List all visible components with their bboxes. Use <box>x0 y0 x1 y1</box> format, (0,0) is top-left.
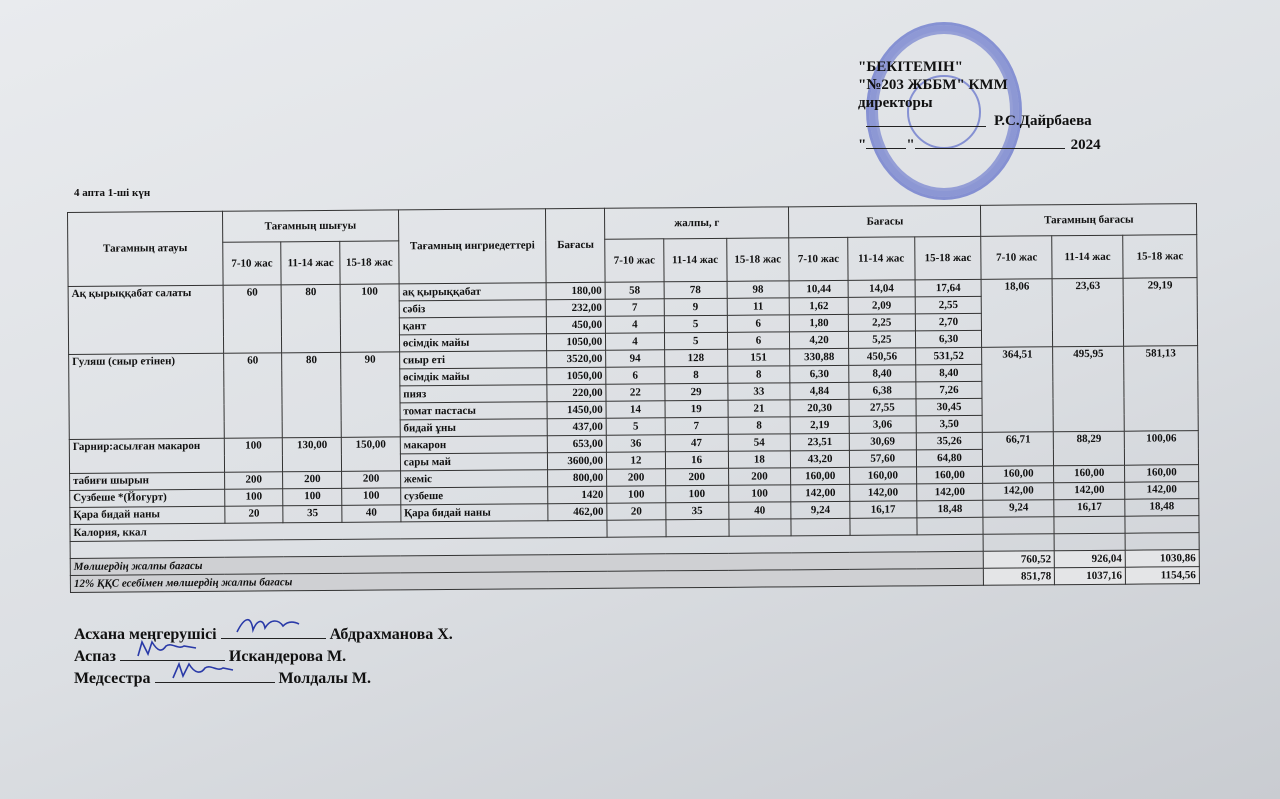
ingredient-name-cell: өсімдік майы <box>400 368 548 386</box>
menu-body <box>68 278 1199 593</box>
empty-cell <box>1054 533 1125 551</box>
ingredient-cost-cell: 6,38 <box>849 382 916 400</box>
total-value: 1037,16 <box>1055 567 1126 585</box>
dish-output-cell: 100 <box>342 488 401 505</box>
dish-cost-cell: 160,00 <box>983 466 1054 484</box>
ingredient-cost-cell: 35,26 <box>916 432 983 450</box>
ingredient-name-cell: сузбеше <box>400 487 548 505</box>
ingredient-cost-cell: 30,69 <box>849 433 916 451</box>
handwritten-signature-icon <box>233 614 303 638</box>
ingredient-gram-cell: 200 <box>607 469 666 486</box>
approval-block <box>858 58 1158 154</box>
handwritten-signature-icon <box>132 636 202 660</box>
ingredient-cost-cell: 142,00 <box>916 483 983 501</box>
dish-output-cell: 200 <box>224 472 283 489</box>
dish-output-cell: 100 <box>283 488 342 505</box>
signature-name: Искандерова М. <box>228 648 347 665</box>
week-day-label: 4 апта 1-ші күн <box>74 187 151 199</box>
ingredient-gram-cell: 200 <box>665 468 728 485</box>
ingredient-gram-cell: 35 <box>666 502 729 519</box>
dish-output-cell: 100 <box>224 438 283 472</box>
ingredient-cost-cell: 18,48 <box>916 500 983 518</box>
header-dish-cost: Тағамның бағасы <box>981 204 1197 237</box>
ingredient-price-cell: 3520,00 <box>547 350 606 367</box>
ingredient-gram-cell: 5 <box>664 332 727 349</box>
ingredient-cost-cell: 2,55 <box>915 296 982 314</box>
ingredient-gram-cell: 94 <box>606 350 665 367</box>
empty-cell <box>850 518 917 536</box>
ingredient-cost-cell: 1,62 <box>789 297 848 314</box>
empty-cell <box>607 520 666 537</box>
ingredient-name-cell: ақ қырыққабат <box>399 283 547 301</box>
dish-output-cell: 130,00 <box>283 437 342 471</box>
ingredient-cost-cell: 2,09 <box>848 297 915 315</box>
header-ingredients: Тағамның ингриедеттері <box>398 209 546 284</box>
ingredient-gram-cell: 22 <box>606 384 665 401</box>
menu-table <box>67 203 1200 593</box>
ingredient-price-cell: 1050,00 <box>547 367 606 384</box>
ingredient-cost-cell: 142,00 <box>850 484 917 502</box>
empty-cell <box>728 519 791 536</box>
dish-cost-cell: 29,19 <box>1123 278 1197 347</box>
signature-role: Аспаз <box>74 648 116 665</box>
dish-output-cell: 100 <box>224 489 283 506</box>
date-quote: " <box>858 137 867 153</box>
dish-cost-cell: 100,06 <box>1124 431 1198 466</box>
ingredient-cost-cell: 160,00 <box>849 467 916 485</box>
signature-row-cook <box>74 646 453 668</box>
ingredient-cost-cell: 7,26 <box>916 381 983 399</box>
header-output-age1: 7-10 жас <box>223 242 282 285</box>
ingredient-name-cell: қант <box>399 317 547 335</box>
ingredient-cost-cell: 64,80 <box>916 449 983 467</box>
approval-position: директоры <box>858 95 933 111</box>
ingredient-cost-cell: 30,45 <box>916 398 983 416</box>
ingredient-cost-cell: 23,51 <box>791 433 850 450</box>
header-price: Бағасы <box>546 208 605 282</box>
ingredient-gram-cell: 5 <box>664 315 727 332</box>
ingredient-name-cell: томат пастасы <box>400 402 548 420</box>
ingredient-cost-cell: 6,30 <box>790 365 849 382</box>
ingredient-price-cell: 1050,00 <box>547 333 606 350</box>
ingredient-cost-cell: 3,50 <box>916 415 983 433</box>
ingredient-cost-cell: 43,20 <box>791 450 850 467</box>
ingredient-gram-cell: 5 <box>606 418 665 435</box>
ingredient-price-cell: 3600,00 <box>548 452 607 469</box>
ingredient-price-cell: 800,00 <box>548 469 607 486</box>
ingredient-gram-cell: 16 <box>665 451 728 468</box>
ingredient-cost-cell: 531,52 <box>915 347 982 365</box>
total-label: 12% ҚҚС есебімен мөлшердің жалпы бағасы <box>70 568 984 592</box>
header-total-g-age1: 7-10 жас <box>605 239 664 282</box>
ingredient-name-cell: өсімдік майы <box>399 334 547 352</box>
ingredient-cost-cell: 1,80 <box>790 314 849 331</box>
empty-cell <box>984 534 1055 552</box>
ingredient-cost-cell: 14,04 <box>848 280 915 298</box>
ingredient-gram-cell: 4 <box>605 316 664 333</box>
date-month-blank <box>915 134 1065 149</box>
dish-cost-cell: 66,71 <box>983 432 1054 467</box>
ingredient-gram-cell: 9 <box>664 298 727 315</box>
ingredient-cost-cell: 2,19 <box>790 416 849 433</box>
header-total-g: жалпы, г <box>605 207 789 239</box>
approval-date <box>858 134 1158 154</box>
ingredient-gram-cell: 98 <box>727 281 790 298</box>
ingredient-name-cell: Қара бидай наны <box>401 504 549 522</box>
header-dish: Тағамның атауы <box>68 211 223 286</box>
header-output-age2: 11-14 жас <box>281 241 340 284</box>
dish-cost-cell: 18,48 <box>1125 499 1199 517</box>
dish-cost-cell: 160,00 <box>1125 465 1199 483</box>
header-output-age3: 15-18 жас <box>340 241 399 284</box>
total-value: 926,04 <box>1054 550 1125 568</box>
ingredient-gram-cell: 58 <box>605 282 664 299</box>
header-dish-cost-age2: 11-14 жас <box>1052 235 1123 279</box>
dish-name-cell: Ақ қырыққабат салаты <box>68 285 223 354</box>
dish-cost-cell: 23,63 <box>1052 278 1123 347</box>
ingredient-name-cell: пияз <box>400 385 548 403</box>
dish-name-cell: Гарнир:асылған макарон <box>69 438 224 473</box>
date-quote-close: " <box>906 137 915 153</box>
ingredient-price-cell: 653,00 <box>548 435 607 452</box>
empty-cell <box>666 519 729 536</box>
dish-output-cell: 100 <box>340 284 399 352</box>
ingredient-gram-cell: 18 <box>728 451 791 468</box>
ingredient-cost-cell: 330,88 <box>790 348 849 365</box>
total-label: Мөлшердің жалпы бағасы <box>70 551 984 575</box>
header-cost-age1: 7-10 жас <box>789 237 848 280</box>
ingredient-cost-cell: 57,60 <box>849 450 916 468</box>
director-name: Р.С.Дайрбаева <box>994 113 1092 129</box>
ingredient-gram-cell: 11 <box>727 298 790 315</box>
dish-cost-cell: 16,17 <box>1054 499 1125 517</box>
ingredient-name-cell: сиыр еті <box>399 351 547 369</box>
empty-cell <box>1054 516 1125 534</box>
signature-blank <box>155 668 275 683</box>
ingredient-gram-cell: 151 <box>727 349 790 366</box>
director-signature-blank <box>866 112 986 127</box>
ingredient-cost-cell: 10,44 <box>789 280 848 297</box>
date-day-blank <box>866 134 906 149</box>
dish-output-cell: 150,00 <box>341 437 400 471</box>
ingredient-cost-cell: 160,00 <box>916 466 983 484</box>
date-year: 2024 <box>1070 137 1101 153</box>
ingredient-gram-cell: 12 <box>607 452 666 469</box>
ingredient-gram-cell: 8 <box>727 366 790 383</box>
dish-output-cell: 20 <box>225 506 284 523</box>
ingredient-cost-cell: 5,25 <box>848 331 915 349</box>
empty-cell <box>791 518 850 535</box>
dish-cost-cell: 581,13 <box>1124 346 1199 432</box>
total-value: 1154,56 <box>1125 567 1199 585</box>
calorie-label: Калория, ккал <box>70 520 607 541</box>
signature-name: Молдалы М. <box>278 670 371 687</box>
ingredient-gram-cell: 19 <box>665 400 728 417</box>
ingredient-cost-cell: 4,84 <box>790 382 849 399</box>
ingredient-price-cell: 437,00 <box>548 418 607 435</box>
ingredient-cost-cell: 3,06 <box>849 416 916 434</box>
dish-cost-cell: 364,51 <box>982 347 1053 433</box>
ingredient-cost-cell: 4,20 <box>790 331 849 348</box>
total-value: 1030,86 <box>1125 550 1199 568</box>
ingredient-gram-cell: 6 <box>727 315 790 332</box>
empty-cell <box>917 517 984 535</box>
ingredient-gram-cell: 47 <box>665 434 728 451</box>
ingredient-cost-cell: 2,70 <box>915 313 982 331</box>
dish-name-cell: Гуляш (сиыр етінен) <box>69 353 224 439</box>
ingredient-gram-cell: 36 <box>606 435 665 452</box>
dish-name-cell: табиғи шырын <box>70 472 225 490</box>
ingredient-gram-cell: 7 <box>605 299 664 316</box>
dish-cost-cell: 495,95 <box>1053 346 1124 432</box>
dish-cost-cell: 142,00 <box>1054 482 1125 500</box>
ingredient-gram-cell: 14 <box>606 401 665 418</box>
ingredient-gram-cell: 20 <box>607 503 666 520</box>
empty-cell <box>983 517 1054 535</box>
ingredient-name-cell: жеміс <box>400 470 548 488</box>
ingredient-price-cell: 180,00 <box>547 282 606 299</box>
ingredient-cost-cell: 8,40 <box>915 364 982 382</box>
ingredient-name-cell: макарон <box>400 436 548 454</box>
ingredient-price-cell: 220,00 <box>547 384 606 401</box>
ingredient-gram-cell: 6 <box>606 367 665 384</box>
total-value: 760,52 <box>984 551 1055 569</box>
ingredient-gram-cell: 100 <box>728 485 791 502</box>
dish-cost-cell: 9,24 <box>983 500 1054 518</box>
header-cost-age3: 15-18 жас <box>914 236 981 280</box>
ingredient-cost-cell: 450,56 <box>849 348 916 366</box>
ingredient-cost-cell: 20,30 <box>790 399 849 416</box>
ingredient-cost-cell: 2,25 <box>848 314 915 332</box>
ingredient-gram-cell: 54 <box>728 434 791 451</box>
ingredient-cost-cell: 9,24 <box>791 501 850 518</box>
total-value: 851,78 <box>984 568 1055 586</box>
ingredient-price-cell: 462,00 <box>548 503 607 520</box>
signature-blank <box>221 624 326 639</box>
dish-output-cell: 200 <box>283 471 342 488</box>
signature-name: Абдрахманова Х. <box>329 626 453 643</box>
ingredient-cost-cell: 160,00 <box>791 467 850 484</box>
header-dish-cost-age1: 7-10 жас <box>981 236 1052 280</box>
ingredient-gram-cell: 21 <box>728 400 791 417</box>
ingredient-gram-cell: 8 <box>728 417 791 434</box>
ingredient-cost-cell: 27,55 <box>849 399 916 417</box>
empty-cell <box>1125 516 1199 534</box>
ingredient-name-cell: сәбіз <box>399 300 547 318</box>
dish-output-cell: 60 <box>223 285 282 353</box>
ingredient-price-cell: 232,00 <box>547 299 606 316</box>
ingredient-gram-cell: 7 <box>665 417 728 434</box>
ingredient-gram-cell: 40 <box>728 502 791 519</box>
ingredient-cost-cell: 8,40 <box>849 365 916 383</box>
approval-school: "№203 ЖББМ" КММ <box>858 77 1008 93</box>
ingredient-gram-cell: 8 <box>665 366 728 383</box>
header-output: Тағамның шығуы <box>222 210 398 242</box>
ingredient-gram-cell: 200 <box>728 468 791 485</box>
dish-output-cell: 90 <box>341 352 400 437</box>
ingredient-name-cell: бидай ұны <box>400 419 548 437</box>
header-total-g-age2: 11-14 жас <box>664 238 727 281</box>
dish-name-cell: Қара бидай наны <box>70 506 225 524</box>
approval-title: "БЕКІТЕМІН" <box>858 59 963 75</box>
header-dish-cost-age3: 15-18 жас <box>1123 235 1197 279</box>
signature-role: Медсестра <box>74 670 151 687</box>
ingredient-cost-cell: 6,30 <box>915 330 982 348</box>
header-cost: Бағасы <box>789 205 981 238</box>
signatures-block <box>74 624 453 690</box>
ingredient-gram-cell: 33 <box>727 383 790 400</box>
header-total-g-age3: 15-18 жас <box>726 238 789 281</box>
ingredient-gram-cell: 100 <box>607 486 666 503</box>
ingredient-gram-cell: 6 <box>727 332 790 349</box>
dish-output-cell: 200 <box>342 471 401 488</box>
dish-output-cell: 35 <box>283 505 342 522</box>
ingredient-gram-cell: 29 <box>665 383 728 400</box>
dish-output-cell: 80 <box>282 284 341 352</box>
dish-output-cell: 80 <box>282 352 341 437</box>
ingredient-cost-cell: 17,64 <box>915 279 982 297</box>
signature-row-nurse <box>74 668 453 690</box>
signature-row-head <box>74 624 453 646</box>
dish-output-cell: 40 <box>342 505 401 522</box>
menu-table-wrap <box>67 203 1200 593</box>
ingredient-cost-cell: 142,00 <box>791 484 850 501</box>
empty-cell <box>1125 533 1199 551</box>
ingredient-gram-cell: 78 <box>664 281 727 298</box>
handwritten-signature-icon <box>167 658 237 682</box>
ingredient-price-cell: 450,00 <box>547 316 606 333</box>
ingredient-gram-cell: 128 <box>664 349 727 366</box>
ingredient-gram-cell: 4 <box>606 333 665 350</box>
dish-cost-cell: 88,29 <box>1054 431 1125 466</box>
signature-role: Асхана меңгерушісі <box>74 626 217 643</box>
dish-cost-cell: 18,06 <box>982 279 1053 348</box>
ingredient-price-cell: 1450,00 <box>547 401 606 418</box>
dish-name-cell: Сузбеше *(Йогурт) <box>70 489 225 507</box>
dish-output-cell: 60 <box>223 353 282 438</box>
ingredient-price-cell: 1420 <box>548 486 607 503</box>
dish-cost-cell: 160,00 <box>1054 465 1125 483</box>
ingredient-cost-cell: 16,17 <box>850 501 917 519</box>
header-cost-age2: 11-14 жас <box>848 237 915 281</box>
director-signature-line <box>866 112 1158 132</box>
ingredient-gram-cell: 100 <box>665 485 728 502</box>
dish-cost-cell: 142,00 <box>1125 482 1199 500</box>
dish-cost-cell: 142,00 <box>983 483 1054 501</box>
ingredient-name-cell: сары май <box>400 453 548 471</box>
